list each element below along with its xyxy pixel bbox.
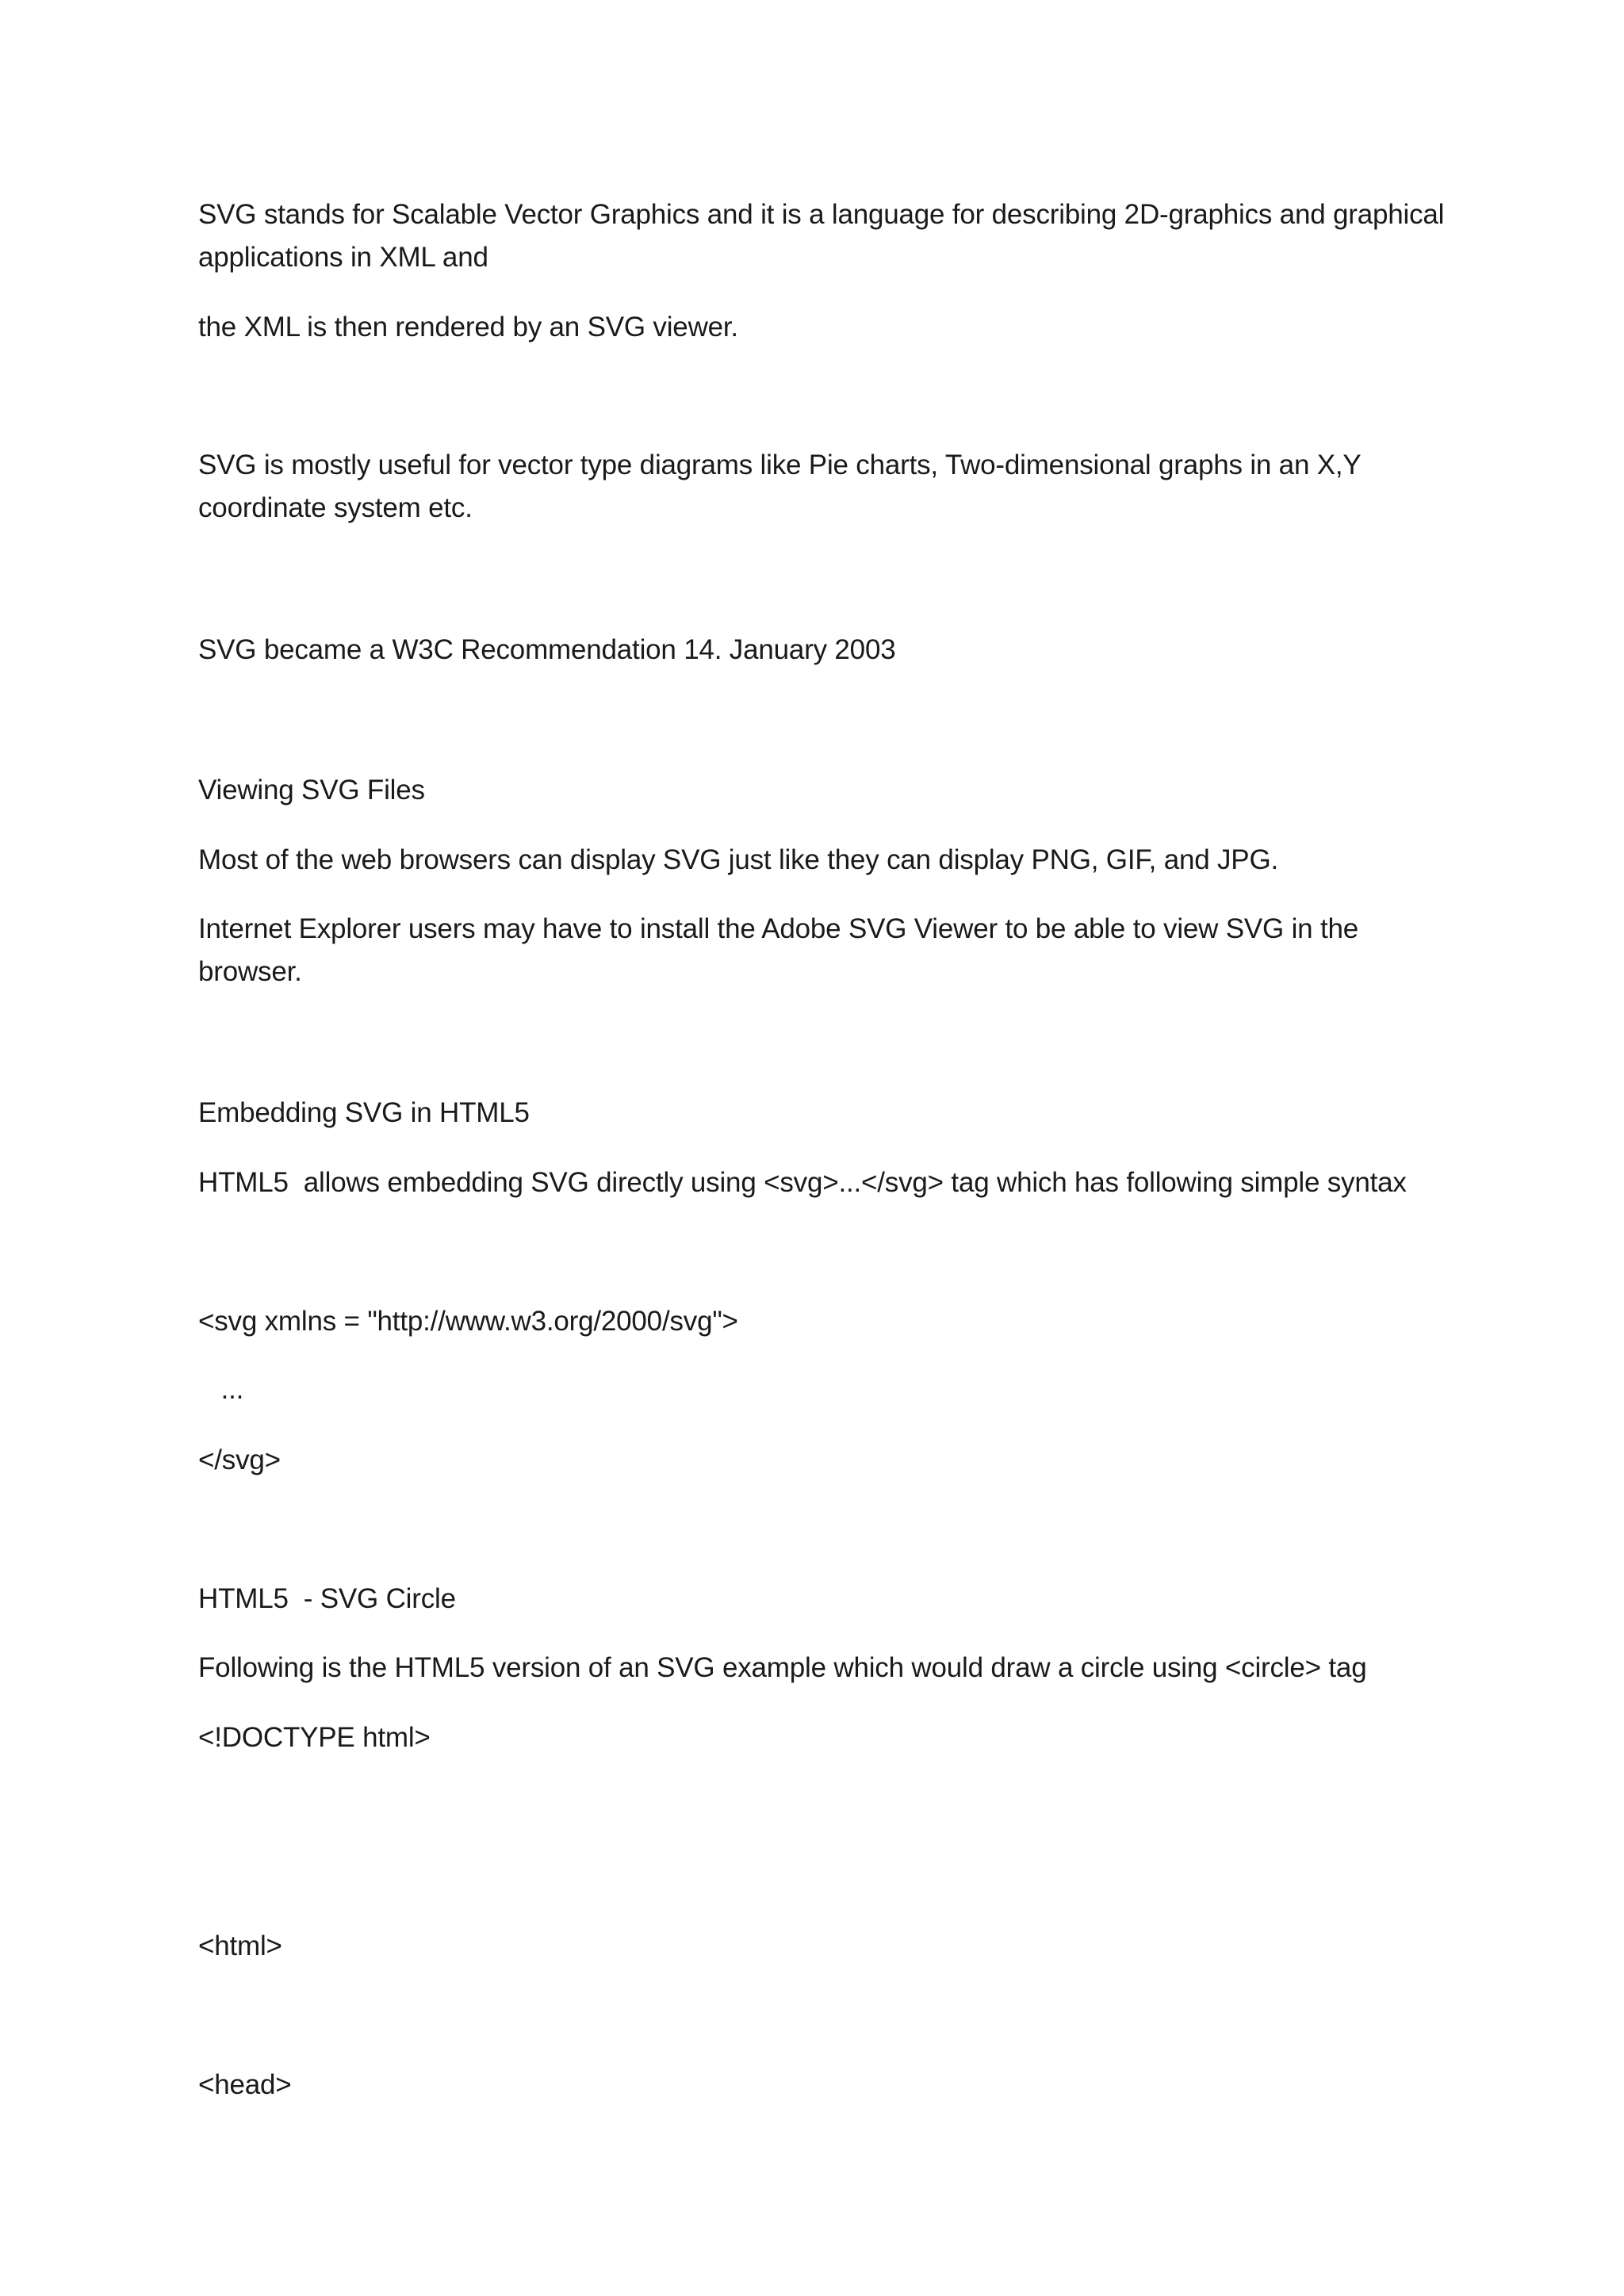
code-svg-close-tag: </svg> <box>198 1445 281 1475</box>
code-doctype: <!DOCTYPE html> <box>198 1722 431 1753</box>
code-svg-open-tag: <svg xmlns = "http://www.w3.org/2000/svg"> <box>198 1306 738 1337</box>
code-ellipsis: ... <box>198 1374 244 1405</box>
paragraph-internet-explorer: Internet Explorer users may have to install the Adobe SVG Viewer to be able to view SVG in the browser. <box>198 913 1366 987</box>
code-head-tag: <head> <box>198 2069 292 2100</box>
paragraph-svg-usage: SVG is mostly useful for vector type diagrams like Pie charts, Two-dimensional graphs in an X,Y coordinate system etc. <box>198 450 1369 523</box>
paragraph-svg-intro: SVG stands for Scalable Vector Graphics and it is a language for describing 2D-graphics and graphical applications in XML and <box>198 199 1452 273</box>
paragraph-circle-example: Following is the HTML5 version of an SVG example which would draw a circle using <circle> tag <box>198 1652 1367 1683</box>
paragraph-svg-viewer: the XML is then rendered by an SVG viewer. <box>198 312 738 342</box>
code-html-tag: <html> <box>198 1931 282 1961</box>
paragraph-w3c-recommendation: SVG became a W3C Recommendation 14. January 2003 <box>198 634 896 665</box>
paragraph-embedding-syntax: HTML5 allows embedding SVG directly using <svg>...</svg> tag which has following simple syntax <box>198 1167 1407 1198</box>
paragraph-browser-support: Most of the web browsers can display SVG just like they can display PNG, GIF, and JPG. <box>198 844 1279 875</box>
heading-svg-circle: HTML5 - SVG Circle <box>198 1583 456 1614</box>
heading-embedding-svg: Embedding SVG in HTML5 <box>198 1097 530 1128</box>
heading-viewing-svg-files: Viewing SVG Files <box>198 775 425 806</box>
